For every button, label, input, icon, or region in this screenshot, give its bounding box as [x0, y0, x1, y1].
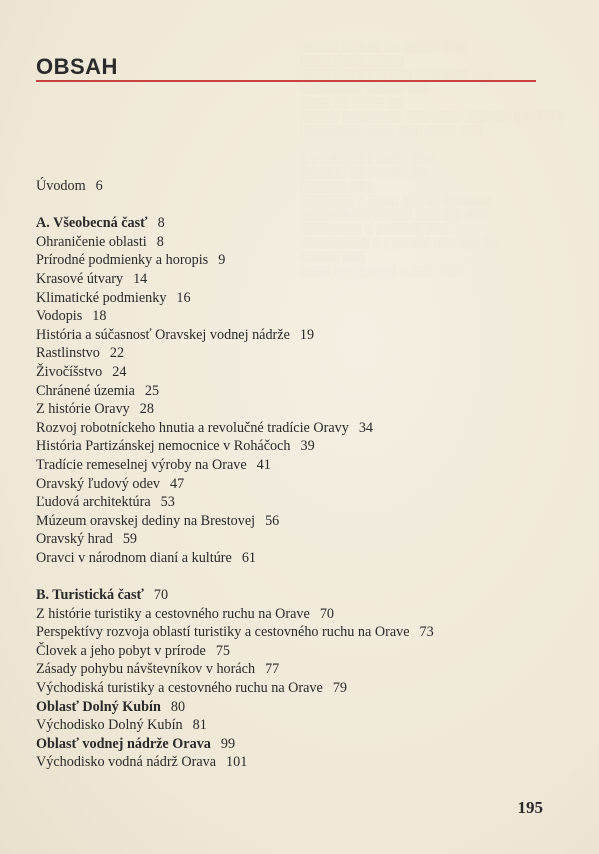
- toc-entry-title: História a súčasnosť Oravskej vodnej nádrže: [36, 326, 290, 343]
- toc-entry: [36, 307, 556, 326]
- toc-entry-title: Zásady pohybu návštevníkov v horách: [36, 661, 256, 678]
- toc-entry-title: Múzeum oravskej dediny na Brestovej: [36, 512, 256, 529]
- toc-entry: [36, 660, 556, 679]
- toc-entry-page: 28: [139, 401, 154, 418]
- toc-entry-page: 16: [176, 289, 191, 306]
- toc-entry: [36, 270, 556, 289]
- toc-entry-title: Východiská turistiky a cestovného ruchu na Orave: [36, 680, 323, 697]
- toc-entry-page: 22: [109, 345, 125, 362]
- toc-entry-title: Človek a jeho pobyt v prírode: [36, 642, 206, 659]
- toc-entry-title: Prírodné podmienky a horopis: [36, 252, 209, 269]
- page-number: 195: [517, 798, 543, 817]
- toc-entry-title: Živočíšstvo: [36, 363, 103, 380]
- toc-entry: [36, 419, 556, 438]
- toc-entry: [36, 363, 556, 382]
- toc-entry-title: Z histórie Oravy: [36, 401, 130, 418]
- toc-entry: [36, 251, 556, 270]
- toc-entry-page: 101: [226, 754, 248, 771]
- toc-section-heading: [36, 698, 556, 717]
- toc-entry: [36, 344, 556, 363]
- toc-entry-page: 18: [92, 308, 107, 325]
- toc-entry-title: História Partizánskej nemocnice v Roháčoch: [36, 438, 291, 455]
- toc-entry: [36, 623, 556, 642]
- toc-entry-title: Východisko Dolný Kubín: [36, 717, 183, 734]
- toc-entry: [36, 530, 556, 549]
- toc-entry-title: Krasové útvary: [36, 270, 124, 287]
- toc-entry-title: Perspektívy rozvoja oblastí turistiky a cestovného ruchu na Orave: [36, 624, 410, 641]
- toc-entry: [36, 679, 556, 698]
- toc-entry-page: 70: [319, 605, 335, 622]
- toc-entry: [36, 642, 556, 661]
- toc-entry-title: Oravský ľudový odev: [36, 475, 160, 492]
- toc-entry-page: 9: [218, 252, 226, 269]
- toc-entry-page: 24: [112, 363, 127, 380]
- toc-entry-page: 39: [300, 438, 315, 455]
- toc-entry: [36, 716, 556, 735]
- toc-entry-title: Rastlinstvo: [36, 345, 100, 362]
- toc-entry-title: Východisko vodná nádrž Orava: [36, 754, 217, 771]
- toc-entry-page: 99: [220, 735, 236, 752]
- title-underline: [36, 80, 536, 82]
- table-of-contents: [36, 177, 556, 772]
- toc-entry: [36, 493, 556, 512]
- toc-entry: [36, 753, 556, 772]
- toc-entry: [36, 289, 556, 308]
- toc-entry-title: Vodopis: [36, 308, 83, 325]
- toc-section-heading: [36, 214, 556, 233]
- toc-entry-title: Ohraničenie oblasti: [36, 233, 147, 250]
- toc-entry: [36, 549, 556, 568]
- toc-entry: [36, 382, 556, 401]
- toc-entry-page: 25: [144, 382, 160, 399]
- toc-entry-title: B. Turistická časť: [36, 587, 144, 604]
- toc-entry-title: Oblasť Dolný Kubín: [36, 698, 161, 715]
- toc-entry-page: 8: [157, 215, 165, 232]
- toc-section-heading: [36, 735, 556, 754]
- toc-entry-page: 34: [358, 419, 373, 436]
- toc-entry-page: 59: [122, 531, 138, 548]
- show-through-text: ░░░░░ ░░░░░ ░░ ░░░░░ ░░░ ░░░░░░░ ░░░░░░ ░░░░░░░ ░░░░░░░ ░░░░░░░ ░░░ ░░░░░░░░ ░░░░░ ░░░ ░░░░ ░░ ░░░░ ░░ ░░░░░ ░░░░░░░░ ░░░░░░░ ░░░░░░ ░░ ░░░░ ░░░░░░░░ ░░░░ ░░░ ░░░░ ░░░ ░ ░░░░░░░░ ░░░░ ░░░ ░░░░░░ ░░ ░░░░░ ░░ ░░░░░░ ░░░ ░░░░░░░ ░ ░░░░ ░░░░░ ░░░░░░ ░░░░░░░░░ ░░░░░ ░░░░░░ ░░░ ░░░░░░░░ ░ ░░░░░░ ░░░ ░░░░░░░░░ ░ ░░░░░░ ░░░░░░ ░░ ░░░░░ ░░░ ░░░░ ░░░░░░░░ ░░░░░ ░░░: [300, 41, 564, 277]
- toc-entry-title: Chránené územia: [36, 382, 135, 399]
- toc-entry-page: 70: [153, 587, 169, 604]
- toc-entry: [36, 326, 556, 345]
- toc-entry-title: Oravci v národnom dianí a kultúre: [36, 549, 232, 566]
- toc-entry-title: Ľudová architektúra: [36, 494, 151, 511]
- toc-entry-page: 6: [95, 178, 103, 194]
- toc-entry-title: Rozvoj robotníckeho hnutia a revolučné tradície Oravy: [36, 419, 349, 436]
- toc-entry-page: 61: [241, 549, 256, 566]
- toc-entry-title: Tradície remeselnej výroby na Orave: [36, 456, 247, 473]
- toc-entry-page: 79: [332, 680, 348, 697]
- toc-entry-title: Úvodom: [36, 178, 86, 194]
- toc-entry-page: 47: [169, 475, 185, 492]
- toc-entry: [36, 400, 556, 419]
- toc-entry: [36, 475, 556, 494]
- page-title: OBSAH: [36, 54, 118, 79]
- toc-entry-title: A. Všeobecná časť: [36, 215, 148, 232]
- toc-entry-page: 81: [192, 717, 207, 734]
- toc-entry: [36, 233, 556, 252]
- toc-entry-page: 14: [133, 270, 148, 287]
- toc-entry-page: 73: [419, 624, 434, 641]
- section-spacer: [36, 567, 556, 586]
- section-spacer: [36, 196, 556, 215]
- toc-entry-title: Oblasť vodnej nádrže Orava: [36, 735, 211, 752]
- toc-section-heading: [36, 586, 556, 605]
- toc-entry-page: 53: [160, 494, 175, 511]
- toc-entry-page: 75: [215, 642, 231, 659]
- toc-entry: [36, 512, 556, 531]
- toc-entry: [36, 456, 556, 475]
- toc-entry-page: 8: [156, 233, 164, 250]
- toc-entry-title: Klimatické podmienky: [36, 289, 167, 306]
- toc-entry-title: Oravský hrad: [36, 531, 113, 548]
- toc-entry: [36, 177, 556, 196]
- toc-entry-title: Z histórie turistiky a cestovného ruchu na Orave: [36, 605, 310, 622]
- toc-entry: [36, 437, 556, 456]
- toc-entry-page: 77: [265, 661, 280, 678]
- toc-entry-page: 41: [256, 456, 271, 473]
- toc-entry-page: 19: [299, 326, 315, 343]
- toc-entry: [36, 605, 556, 624]
- toc-entry-page: 80: [170, 698, 186, 715]
- toc-entry-page: 56: [265, 512, 280, 529]
